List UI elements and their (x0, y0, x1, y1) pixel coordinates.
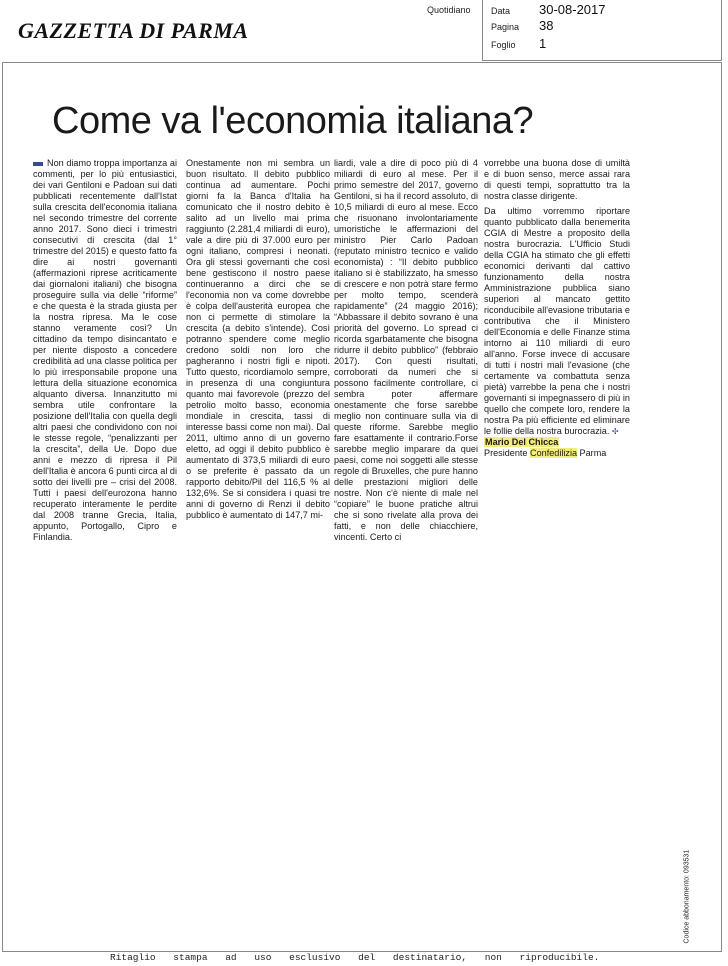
article-title: Come va l'economia italiana? (52, 100, 534, 142)
date-value: 30-08-2017 (539, 2, 606, 17)
footer-disclaimer: Ritaglio stampa ad uso esclusivo del destinatario, non riproducibile. (110, 952, 600, 963)
page-label: Pagina (491, 22, 520, 32)
article-column-5 (484, 206, 630, 459)
signature-role-prefix: Presidente (484, 448, 531, 458)
signature (484, 437, 630, 448)
page-value: 38 (539, 18, 554, 33)
article-column-4 (484, 158, 630, 202)
article-column-2 (186, 158, 330, 521)
subscription-code-text: Codice abbonamento: 093531 (683, 849, 691, 944)
publication-type: Quotidiano (427, 5, 471, 15)
signature-role (484, 448, 630, 459)
page-header (0, 0, 728, 62)
column-4-text: vorrebbe una buona dose di umiltà e di buon senso, merce assai rara di questi tempi, soprattutto tra la nostra classe dirigente. (484, 158, 630, 201)
column-1-text: Non diamo troppa importanza ai commenti, per lo più entusiastici, dei vari Gentiloni e Padoan sui dati pubblicati recentemente dall'Istat sulla crescita dell'economia italiana nel secondo trimestre del corrente anno 2017. Sono dieci i trimestri consecutivi di crescita (dal 1° trimestre del 2015) e questo fatto fa dire ai nostri governanti (affermazioni riprese acriticamente dai giornaloni italiani) che bisogna proseguire sulla via delle “riforme” e che questa è la strada giusta per la nostra ripresa. Ma le cose stanno veramente così? Un cittadino da tempo disincantato e per niente disposto a concedere credibilità ad una classe politica per lo più irresponsabile propone una lettura della situazione economica alquanto diversa. Innanzitutto mi sembra utile confrontare la posizione dell'Italia con quella degli altri paesi che condividono con noi le stesse regole, “penalizzanti per la crescita”, della Ue. Dopo due anni e mezzo di ripresa il Pil dell'Italia è ancora 6 punti circa al di sotto dei livelli pre – crisi del 2008. Tutti i paesi dell'eurozona hanno recuperato interamente le perdite dal 2008 tranne Grecia, Italia, appunto, Portogallo, Cipro e Finlandia. (33, 158, 177, 542)
column-2-text: Onestamente non mi sembra un buon risultato. Il debito pubblico continua ad aumentare. Pochi giorni fa la Banca d'Italia ha comunicato che il nostro debito è salito ad un livello mai prima raggiunto (2.281,4 miliardi di euro), vale a dire più di 37.000 euro per ogni italiano, compresi i neonati. Ora gli stessi governanti che così bene gestiscono il nostro paese continueranno a dirci che se l'economia non va come dovrebbe è colpa dell'austerità europea che non ci permette di stimolare la crescita (a debito s'intende). Così potranno spendere come meglio credono soldi non loro che pagheranno i nostri figli e nipoti. Tutto questo, ricordiamolo sempre, in presenza di una congiuntura quanto mai favorevole (prezzo del petrolio molto basso, economia mondiale in crescita, tassi di interesse bassi come non mai). Dal 2011, ultimo anno di un governo eletto, ad oggi il debito pubblico è aumentato di 373,5 miliardi di euro o se preferite è passato da un rapporto debito/Pil del 116,5 % al 132,6%. Se si considera i quasi tre anni di governo di Renzi il debito pubblico è aumentato di 147,7 mi- (186, 158, 330, 520)
signature-name: Mario Del Chicca (485, 437, 559, 447)
meta-box (482, 0, 722, 61)
date-label: Data (491, 6, 511, 16)
sheet-value: 1 (539, 36, 547, 51)
signature-org: Confedilizia (530, 448, 578, 458)
article-column-3 (334, 158, 478, 543)
subscription-code (672, 840, 692, 950)
masthead: GAZZETTA DI PARMA (18, 18, 249, 43)
column-3-text: liardi, vale a dire di poco più di 4 miliardi di euro al mese. Per il primo semestre del 2017, governo Gentiloni, si ha il record assoluto, di 10,5 miliardi di euro al mese. Ecco che risuonano involontariamente umoristiche le affermazioni del ministro Pier Carlo Padoan (reputato ministro tecnico e valido economista) : “Il debito pubblico italiano si è stabilizzato, ha smesso di crescere e non potrà stare fermo per molto tempo, scenderà rapidamente” (24 maggio 2016); “Abbassare il debito sovrano è una priorità del governo. Lo spread ci ricorda sgarbatamente che bisogna ridurre il debito pubblico” (febbraio 2017). Con questi risultati, corroborati da numeri che si possono facilmente controllare, ci sembra poter affermare onestamente che forse sarebbe meglio non continuare sulla via di queste riforme. Sarebbe meglio fare esattamente il contrario.Forse sarebbe meglio imparare da quei paesi, come noi soggetti alle stesse regole di Bruxelles, che pure hanno delle prestazioni migliori delle nostre. Non c'è niente di male nel “copiare” le buone pratiche altrui che si sono rivelate alla prova dei fatti, e non delle chiacchiere, vincenti. Certo ci (334, 158, 478, 542)
sheet-label: Foglio (491, 40, 516, 50)
lead-marker-icon (33, 162, 43, 166)
end-mark-icon: ✣ (611, 427, 619, 436)
signature-role-suffix: Parma (577, 448, 607, 458)
article-column-1 (33, 158, 177, 543)
column-5-text: Da ultimo vorremmo riportare quanto pubblicato dalla benemerita CGIA di Mestre a proposito della nostra burocrazia. L'Ufficio Studi della CGIA ha stimato che gli effetti economici derivanti dal cattivo funzionamento della nostra Amministrazione pubblica siano superiori al mancato gettito riconducibile all'evasione tributaria e contributiva che il Ministero dell'Economia e delle Finanze stima intorno ai 110 miliardi di euro all'anno. Forse invece di accusare di tutti i nostri mali l'evasione (che certamente va combattuta senza pietà) varrebbe la pena che i nostri governanti si impegnassero di più in quello che compete loro, rendere la nostra Pa più efficiente ed eliminare le follie della nostra burocrazia. (484, 206, 630, 436)
